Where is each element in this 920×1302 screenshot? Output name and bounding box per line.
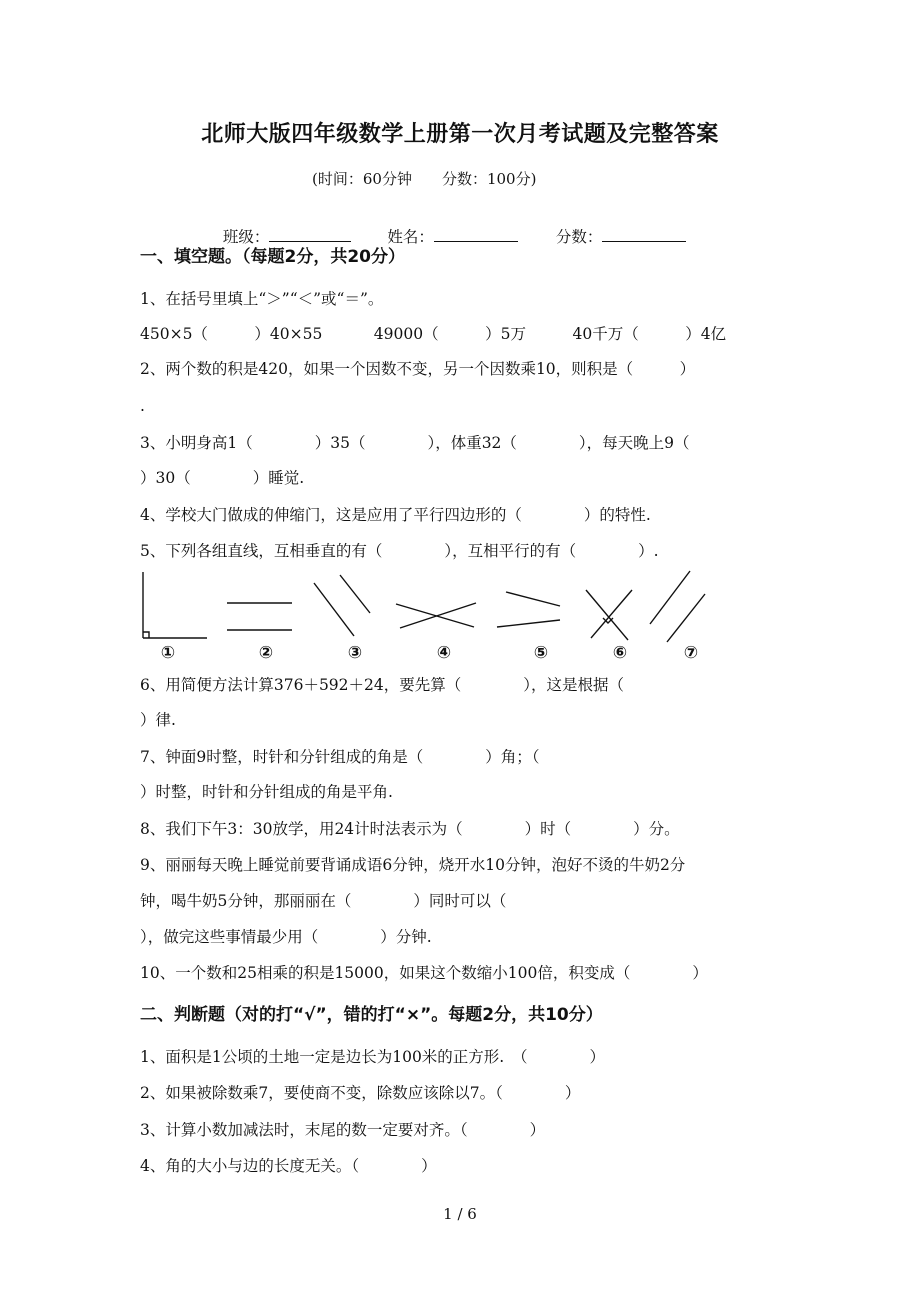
judgment-item: 1、面积是1公顷的土地一定是边长为100米的正方形. （ ） [140, 1048, 605, 1066]
fig-label-5: ⑤ [533, 643, 549, 663]
fig-label-7: ⑦ [683, 643, 699, 663]
name-label: 姓名： [387, 228, 434, 246]
question-line: 2、两个数的积是420，如果一个因数不变，另一个因数乘10，则积是（ ） [140, 360, 696, 378]
time-info: (时间：60分钟 分数：100分) [312, 170, 537, 188]
question-line: 5、下列各组直线，互相垂直的有（ ），互相平行的有（ ）. [140, 542, 659, 560]
fig6-line-b [591, 590, 632, 638]
question-line: ），做完这些事情最少用（ ）分钟. [140, 928, 432, 946]
fig5-line-b [497, 620, 560, 627]
question-line: 3、小明身高1（ ）35（ ），体重32（ ），每天晚上9（ [140, 434, 690, 452]
fig-label-6: ⑥ [612, 643, 628, 663]
class-label: 班级： [222, 228, 270, 246]
fig7-line-b [667, 594, 705, 642]
fig6-line-a [586, 590, 628, 640]
question-line: 9、丽丽每天晚上睡觉前要背诵成语6分钟，烧开水10分钟，泡好不烫的牛奶2分 [140, 856, 686, 874]
question-line: ）时整，时针和分针组成的角是平角. [140, 783, 393, 801]
question-line: . [140, 397, 145, 415]
page-number: 1 / 6 [443, 1205, 477, 1223]
fig5-line-a [506, 592, 560, 606]
document-title: 北师大版四年级数学上册第一次月考试题及完整答案 [201, 122, 719, 147]
question-line: 1、在括号里填上“＞”“＜”或“＝”。 [140, 290, 384, 308]
question-line: 8、我们下午3：30放学，用24计时法表示为（ ）时（ ）分。 [140, 820, 680, 838]
question-line: 6、用简便方法计算376＋592＋24，要先算（ ），这是根据（ [140, 676, 625, 694]
fig7-line-a [650, 571, 690, 624]
question-line: 450×5（ ）40×55 49000（ ）5万 40千万（ ）4亿 [140, 325, 727, 343]
question-line: 7、钟面9时整，时针和分针组成的角是（ ）角；（ [140, 748, 540, 766]
fig-label-1: ① [160, 643, 176, 663]
fig-label-3: ③ [347, 643, 363, 663]
section1-heading: 一、填空题。（每题2分，共20分） [140, 247, 405, 267]
section2-heading: 二、判断题（对的打“√”，错的打“×”。每题2分，共10分） [140, 1005, 603, 1025]
question-line: 4、学校大门做成的伸缩门，这是应用了平行四边形的（ ）的特性. [140, 506, 651, 524]
fig1-right-angle-mark [143, 632, 149, 638]
question-line: ）律. [140, 711, 176, 729]
score-label: 分数： [555, 228, 603, 246]
fig3-line-a [314, 583, 354, 636]
fig-label-4: ④ [436, 643, 452, 663]
question-line: ）30（ ）睡觉. [140, 469, 305, 487]
judgment-item: 3、计算小数加减法时，末尾的数一定要对齐。（ ） [140, 1121, 546, 1139]
question-line: 10、一个数和25相乘的积是15000，如果这个数缩小100倍，积变成（ ） [140, 964, 708, 982]
judgment-item: 2、如果被除数乘7，要使商不变，除数应该除以7。（ ） [140, 1084, 581, 1102]
judgment-item: 4、角的大小与边的长度无关。（ ） [140, 1157, 437, 1175]
fig3-line-b [340, 575, 370, 613]
fig-label-2: ② [258, 643, 274, 663]
question-line: 钟，喝牛奶5分钟，那丽丽在（ ）同时可以（ [140, 892, 507, 910]
